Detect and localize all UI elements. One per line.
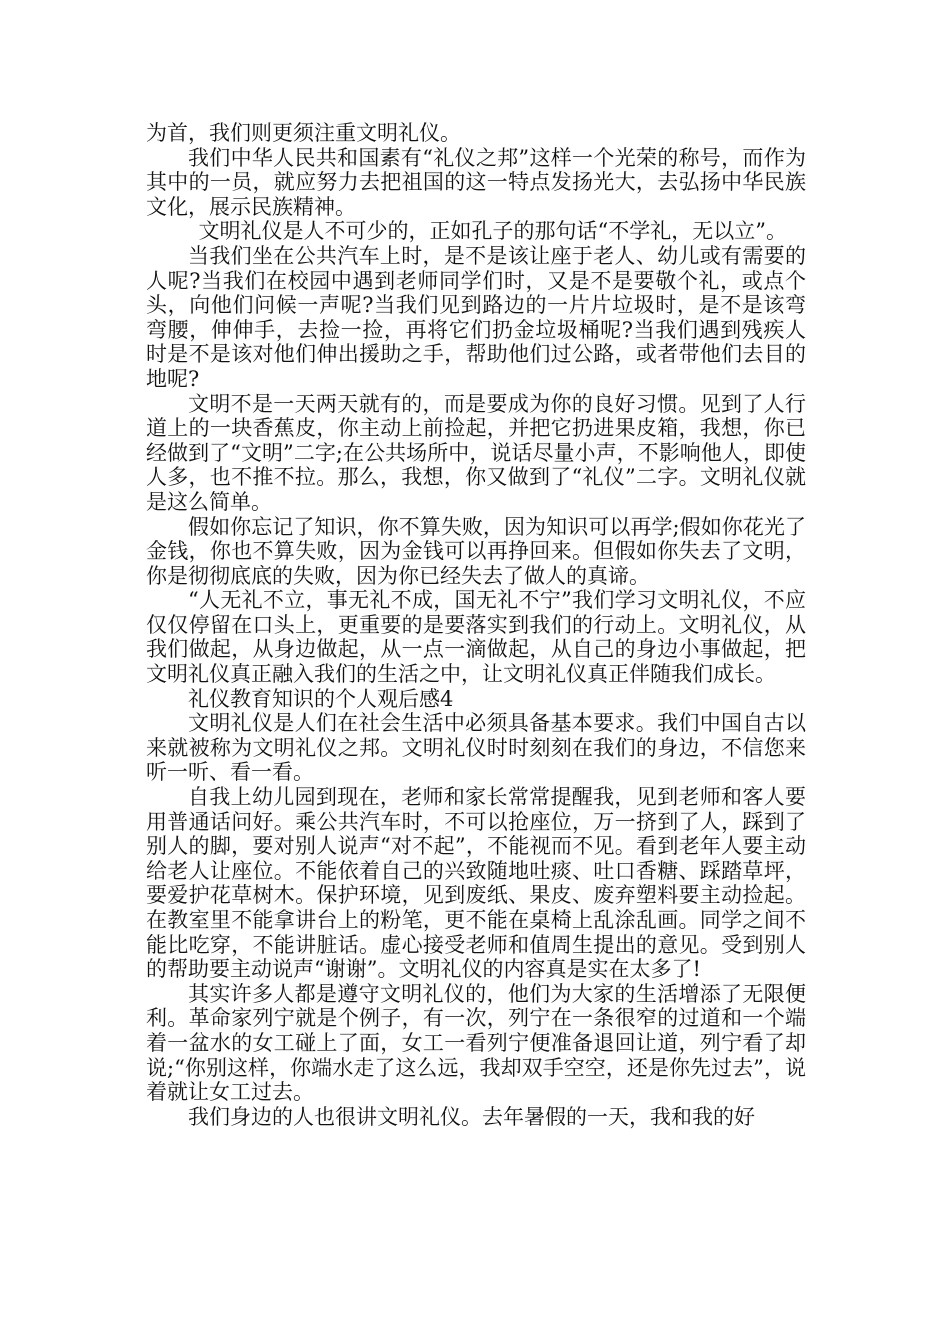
paragraph: 我们中华人民共和国素有“礼仪之邦”这样一个光荣的称号，而作为其中的一员，就应努力去把祖国的这一特点发扬光大，去弘扬中华民族文化，展示民族精神。 <box>146 145 806 219</box>
paragraph: 文明礼仪是人不可少的，正如孔子的那句话“不学礼，无以立”。 <box>198 219 787 244</box>
paragraph: “人无礼不立，事无礼不成，国无礼不宁”我们学习文明礼仪，不应仅仅停留在口头上，更重要的是要落实到我们的行动上。文明礼仪，从我们做起，从身边做起，从一点一滴做起，从自己的身边小事做起，把文明礼仪真正融入我们的生活之中，让文明礼仪真正伴随我们成长。 <box>146 588 806 687</box>
paragraph: 我们身边的人也很讲文明礼仪。去年暑假的一天，我和我的好 <box>188 1104 755 1129</box>
paragraph: 其实许多人都是遵守文明礼仪的，他们为大家的生活增添了无限便利。革命家列宁就是个例子，有一次，列宁在一条很窄的过道和一个端着一盆水的女工碰上了面，女工一看列宁便准备退回让道，列宁看了却说;“你别这样，你端水走了这么远，我却双手空空，还是你先过去”，说着就让女工过去。 <box>146 981 806 1105</box>
document-body <box>146 121 806 1129</box>
section-heading: 礼仪教育知识的个人观后感4 <box>188 686 454 711</box>
paragraph: 自我上幼儿园到现在，老师和家长常常提醒我，见到老师和客人要用普通话问好。乘公共汽车时，不可以抢座位，万一挤到了人，踩到了别人的脚，要对别人说声“对不起”，不能视而不见。看到老年人要主动给老人让座位。不能依着自己的兴致随地吐痰、吐口香糖、踩踏草坪，要爱护花草树木。保护环境，见到废纸、果皮、废弃塑料要主动捡起。在教室里不能拿讲台上的粉笔，更不能在桌椅上乱涂乱画。同学之间不能比吃穿，不能讲脏话。虚心接受老师和值周生提出的意见。受到别人的帮助要主动说声“谢谢”。文明礼仪的内容真是实在太多了! <box>146 785 806 982</box>
paragraph: 假如你忘记了知识，你不算失败，因为知识可以再学;假如你花光了金钱，你也不算失败，因为金钱可以再挣回来。但假如你失去了文明，你是彻彻底底的失败，因为你已经失去了做人的真谛。 <box>146 514 806 588</box>
paragraph: 文明礼仪是人们在社会生活中必须具备基本要求。我们中国自古以来就被称为文明礼仪之邦。文明礼仪时时刻刻在我们的身边，不信您来听一听、看一看。 <box>146 711 806 785</box>
paragraph: 当我们坐在公共汽车上时，是不是该让座于老人、幼儿或有需要的人呢?当我们在校园中遇到老师同学们时，又是不是要敬个礼，或点个头，向他们问候一声呢?当我们见到路边的一片片垃圾时，是不是该弯弯腰，伸伸手，去捡一捡，再将它们扔金垃圾桶呢?当我们遇到残疾人时是不是该对他们伸出援助之手，帮助他们过公路，或者带他们去目的地呢? <box>146 243 806 391</box>
paragraph-continuation: 为首，我们则更须注重文明礼仪。 <box>146 121 461 145</box>
paragraph: 文明不是一天两天就有的，而是要成为你的良好习惯。见到了人行道上的一块香蕉皮，你主动上前捡起，并把它扔进果皮箱，我想，你已经做到了“文明”二字;在公共场所中，说话尽量小声，不影响他人，即使人多，也不推不拉。那么，我想，你又做到了“礼仪”二字。文明礼仪就是这么简单。 <box>146 391 806 514</box>
